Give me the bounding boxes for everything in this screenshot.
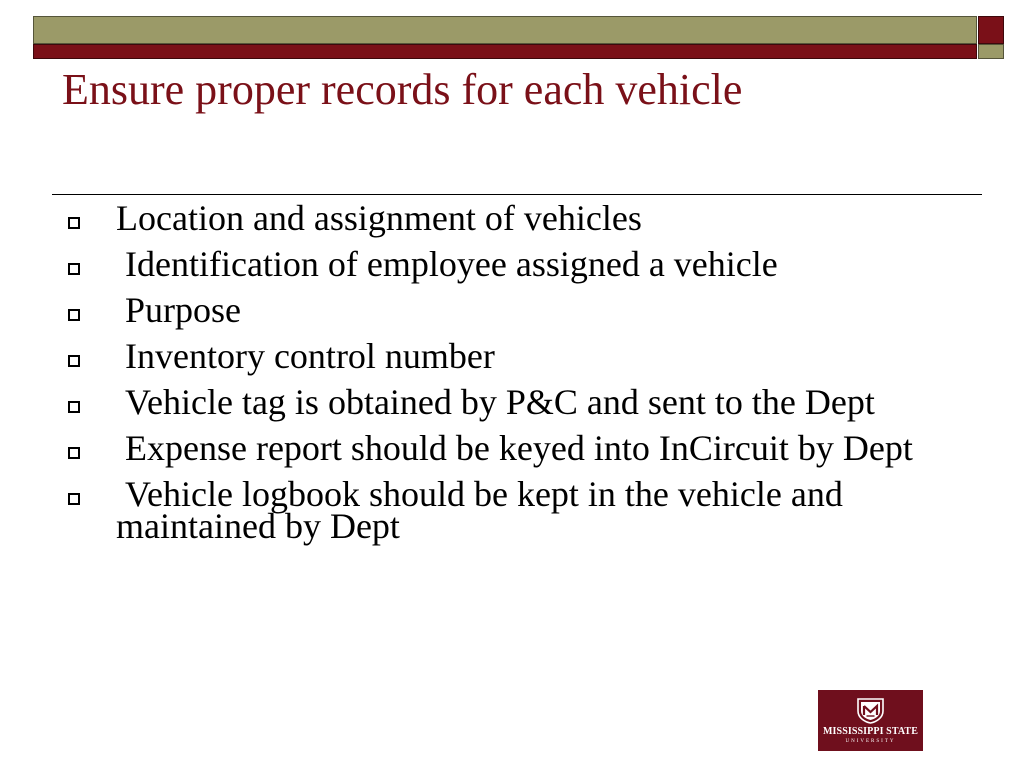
square-bullet-icon xyxy=(68,263,80,275)
bullet-text: Purpose xyxy=(116,290,241,330)
bullet-item xyxy=(62,474,962,546)
header-square-maroon xyxy=(978,16,1004,44)
university-logo xyxy=(818,690,923,751)
bullet-item xyxy=(62,244,962,284)
square-bullet-icon xyxy=(68,217,80,229)
square-bullet-icon xyxy=(68,447,80,459)
logo-name: MISSISSIPPI STATE xyxy=(823,726,918,737)
bullet-text: Vehicle tag is obtained by P&C and sent to the Dept xyxy=(116,382,875,422)
bullet-text: Location and assignment of vehicles xyxy=(116,198,642,238)
bullet-text: Identification of employee assigned a vehicle xyxy=(116,244,778,284)
bullet-item xyxy=(62,290,962,330)
slide-title: Ensure proper records for each vehicle xyxy=(62,65,743,114)
header-bar-maroon xyxy=(33,44,977,59)
square-bullet-icon xyxy=(68,355,80,367)
bullet-item xyxy=(62,382,962,422)
bullet-item xyxy=(62,336,962,376)
header-square-olive xyxy=(978,44,1004,59)
msu-shield-icon xyxy=(856,697,885,724)
logo-subtitle: UNIVERSITY xyxy=(845,739,896,744)
square-bullet-icon xyxy=(68,401,80,413)
bullet-item xyxy=(62,198,962,238)
bullet-item xyxy=(62,428,962,468)
square-bullet-icon xyxy=(68,493,80,505)
bullet-text: Expense report should be keyed into InCircuit by Dept xyxy=(116,428,913,468)
bullet-text: Vehicle logbook should be kept in the vehicle and maintained by Dept xyxy=(116,474,852,546)
square-bullet-icon xyxy=(68,309,80,321)
title-divider xyxy=(52,194,982,195)
bullet-list xyxy=(62,198,962,556)
bullet-text: Inventory control number xyxy=(116,336,495,376)
header-bar-olive xyxy=(33,16,977,44)
